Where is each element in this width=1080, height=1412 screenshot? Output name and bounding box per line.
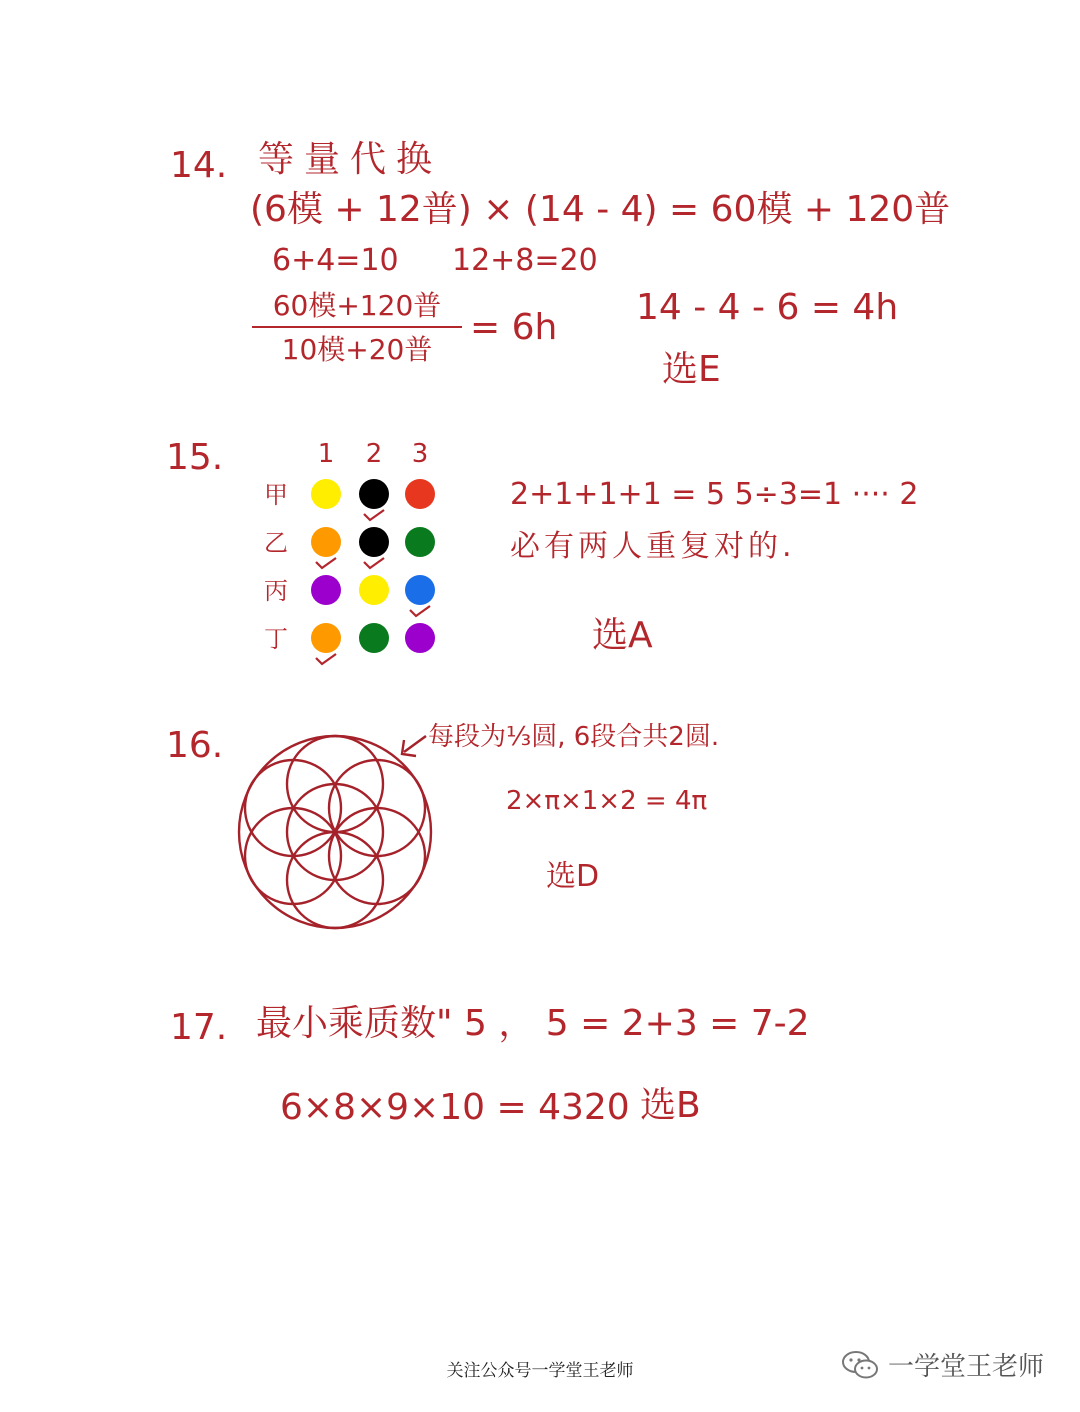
q14-fraction-numerator: 60模+120普 xyxy=(272,289,442,322)
q15-number: 15. xyxy=(166,437,224,478)
brand xyxy=(840,1346,1044,1383)
wechat-icon xyxy=(840,1349,880,1381)
q15-row-label: 乙 xyxy=(264,529,288,557)
arrow-icon xyxy=(402,736,426,756)
q16-answer: 选D xyxy=(546,859,600,894)
q14-answer: 选E xyxy=(662,349,721,390)
q14-equation-3: 14 - 4 - 6 = 4h xyxy=(636,287,899,328)
q17-number: 17. xyxy=(170,1007,228,1048)
q15-column-header: 1 xyxy=(317,439,335,469)
q16-equation: 2×π×1×2 = 4π xyxy=(506,786,708,816)
q17-equation-1: 最小乘质数" 5 ， 5 = 2+3 = 7-2 xyxy=(256,1003,810,1044)
q15-column-header: 2 xyxy=(365,439,383,469)
q15-column-header: 3 xyxy=(411,439,429,469)
q14-number: 14. xyxy=(170,145,228,186)
q15-row-label: 丙 xyxy=(264,577,288,605)
q17-equation-2: 6×8×9×10 = 4320 xyxy=(280,1087,630,1128)
q17-answer: 选B xyxy=(640,1085,701,1126)
q14-fraction-denominator: 10模+20普 xyxy=(281,333,433,366)
q15-answer: 选A xyxy=(592,615,653,656)
q15-equation-1: 2+1+1+1 = 5 5÷3=1 ···· 2 xyxy=(510,477,919,512)
q14-title: 等量代换 xyxy=(258,139,443,180)
q14-equation-2b: 12+8=20 xyxy=(452,243,598,278)
q14-equation-2a: 6+4=10 xyxy=(272,243,399,278)
footer-text: 关注公众号一学堂王老师 xyxy=(446,1361,634,1381)
q15-row-label: 甲 xyxy=(264,481,288,509)
q16-note: 每段为⅓圆, 6段合共2圆. xyxy=(428,722,720,752)
q14-fraction-result: = 6h xyxy=(470,307,558,348)
brand-name: 一学堂王老师 xyxy=(887,1352,1044,1382)
q15-row-label: 丁 xyxy=(264,625,288,653)
q14-equation-1: (6模 + 12普) × (14 - 4) = 60模 + 120普 xyxy=(250,189,951,230)
q15-equation-2: 必有两人重复对的. xyxy=(510,529,796,564)
q16-number: 16. xyxy=(166,725,224,766)
